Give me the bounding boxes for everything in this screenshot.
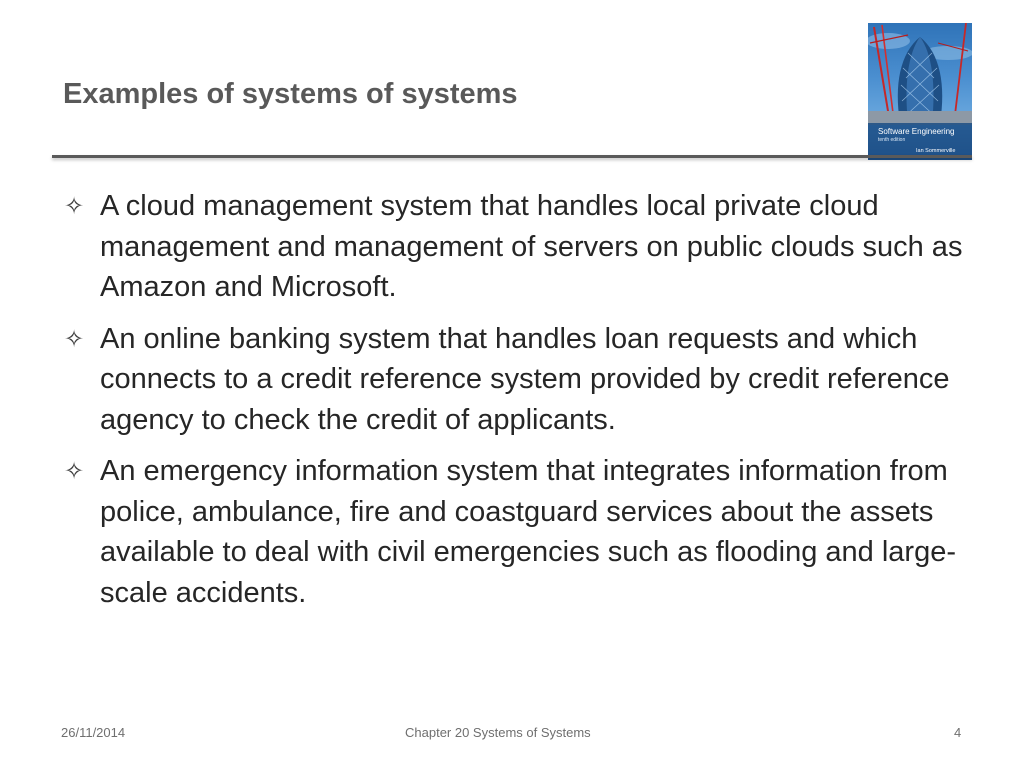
four-pointed-star-outline-icon: ✧: [64, 324, 85, 353]
bullet-text: An emergency information system that integrates information from police, ambulance, fire and coastguard services about the assets available to deal with civil emergencies such as flooding and large-scale accidents.: [100, 455, 956, 609]
footer-page-number: 4: [954, 725, 962, 740]
four-pointed-star-outline-icon: ✧: [64, 192, 85, 220]
book-title: Software Engineering: [878, 127, 955, 136]
book-cover-image: [868, 23, 972, 160]
bullet-text: A cloud management system that handles local private cloud management and management of servers on public clouds such as Amazon and Microsoft.: [100, 190, 963, 303]
book-author: Ian Sommerville: [916, 148, 956, 154]
title-divider: [52, 155, 972, 158]
slide-title: Examples of systems of systems: [63, 78, 518, 110]
bullet-item: [64, 319, 984, 441]
four-pointed-star-outline-icon: ✧: [64, 457, 85, 485]
bullet-text: An online banking system that handles loan requests and which connects to a credit reference system provided by credit reference agency to check the credit of applicants.: [100, 322, 950, 436]
bullet-item: [64, 451, 984, 613]
bullet-item: [64, 186, 984, 308]
book-edition: tenth edition: [878, 137, 906, 143]
footer-chapter-title: Chapter 20 Systems of Systems: [405, 725, 591, 740]
bullet-list: [64, 186, 984, 624]
footer-date: 26/11/2014: [61, 725, 126, 740]
